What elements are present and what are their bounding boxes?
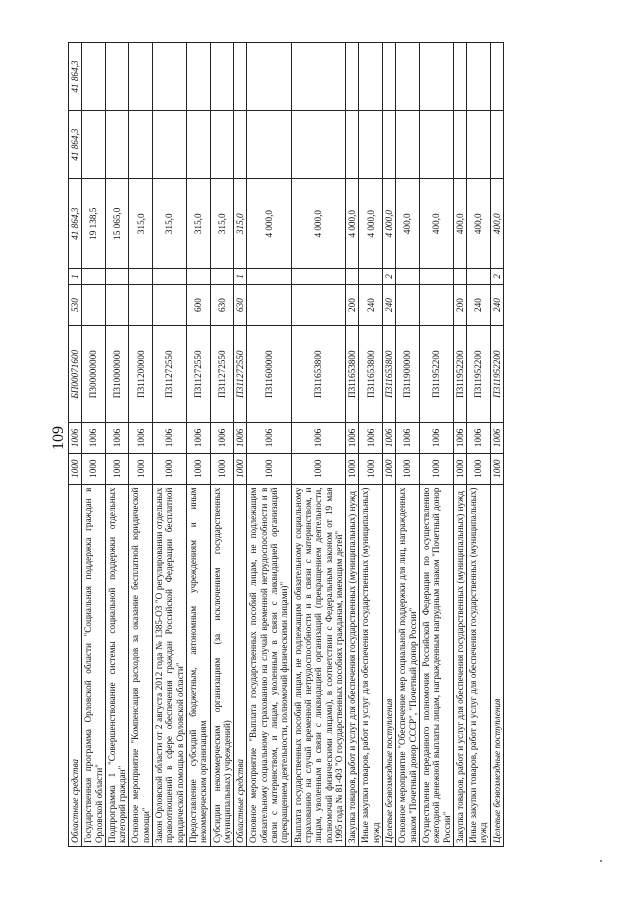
source-code-cell bbox=[105, 269, 129, 284]
row-name-cell: Государственная программа Орловской области "Социальная поддержка граждан в Орловской области" bbox=[82, 484, 106, 846]
amount-year1-cell: 400,0 bbox=[419, 179, 453, 269]
table-row bbox=[153, 43, 187, 847]
amount-year1-cell: 4 000,0 bbox=[291, 179, 345, 269]
expense-type-cell bbox=[105, 284, 129, 326]
subsection-code-cell: 1006 bbox=[105, 423, 129, 454]
row-name-cell: Подпрограмма 1 "Совершенствование системы социальной поддержки отдельных категорий граждан" bbox=[105, 484, 129, 846]
row-name-cell: Основное мероприятие "Обеспечение мер социальной поддержки для лиц, награжденных знаком "Почетный донор СССР", "Почетный донор России" bbox=[396, 484, 420, 846]
table-row bbox=[346, 43, 359, 847]
amount-year1-cell: 19 138,5 bbox=[82, 179, 106, 269]
table-row bbox=[383, 43, 396, 847]
amount-year1-cell: 4 000,0 bbox=[359, 179, 383, 269]
amount-year2-cell bbox=[467, 111, 491, 179]
target-article-cell: П311653800 bbox=[291, 326, 345, 423]
row-name-cell: Иные закупки товаров, работ и услуг для обеспечения государственных (муниципальных) нужд bbox=[467, 484, 491, 846]
row-name-cell: Основное мероприятие "Компенсация расходов за оказание бесплатной юридической помощи" bbox=[129, 484, 153, 846]
amount-year3-cell bbox=[105, 43, 129, 111]
amount-year2-cell bbox=[210, 111, 234, 179]
amount-year3-cell bbox=[467, 43, 491, 111]
source-code-cell bbox=[453, 269, 466, 284]
row-name-cell: Предоставление субсидий бюджетным, автономным учреждениям и иным некоммерческим организациям bbox=[186, 484, 210, 846]
expense-type-cell bbox=[82, 284, 106, 326]
amount-year2-cell bbox=[105, 111, 129, 179]
amount-year3-cell bbox=[186, 43, 210, 111]
amount-year2-cell: 41 864,3 bbox=[69, 111, 82, 179]
source-code-cell: 1 bbox=[69, 269, 82, 284]
expense-type-cell bbox=[291, 284, 345, 326]
table-row bbox=[419, 43, 453, 847]
expense-type-cell bbox=[419, 284, 453, 326]
amount-year3-cell bbox=[129, 43, 153, 111]
amount-year1-cell: 400,0 bbox=[490, 179, 503, 269]
row-name-cell: Закупка товаров, работ и услуг для обеспечения государственных (муниципальных) нужд bbox=[346, 484, 359, 846]
section-code-cell: 1000 bbox=[346, 453, 359, 484]
subsection-code-cell: 1006 bbox=[396, 423, 420, 454]
amount-year1-cell: 4 000,0 bbox=[247, 179, 291, 269]
target-article-cell: П311900000 bbox=[396, 326, 420, 423]
expense-type-cell bbox=[396, 284, 420, 326]
expense-type-cell bbox=[153, 284, 187, 326]
amount-year1-cell: 315,0 bbox=[153, 179, 187, 269]
amount-year2-cell bbox=[453, 111, 466, 179]
amount-year3-cell bbox=[234, 43, 247, 111]
section-code-cell: 1000 bbox=[210, 453, 234, 484]
amount-year3-cell: 41 864,3 bbox=[69, 43, 82, 111]
amount-year2-cell bbox=[359, 111, 383, 179]
amount-year1-cell: 315,0 bbox=[129, 179, 153, 269]
expense-type-cell: 630 bbox=[210, 284, 234, 326]
amount-year3-cell bbox=[153, 43, 187, 111]
amount-year2-cell bbox=[291, 111, 345, 179]
row-name-cell: Областные средства bbox=[234, 484, 247, 846]
table-row bbox=[82, 43, 106, 847]
amount-year2-cell bbox=[419, 111, 453, 179]
row-name-cell: Закупка товаров, работ и услуг для обеспечения государственных (муниципальных) нужд bbox=[453, 484, 466, 846]
row-name-cell: Основное мероприятие "Выплата государственных пособий лицам, не подлежащим обязательному социальному страхованию на случай временной нетрудоспособности и в связи с материнством, и лицам, уволенным в связи с ликвидацией организаций (прекращением деятельности, полномочий физическими лицами)" bbox=[247, 484, 291, 846]
subsection-code-cell: 1006 bbox=[129, 423, 153, 454]
amount-year2-cell bbox=[247, 111, 291, 179]
target-article-cell: П311653800 bbox=[346, 326, 359, 423]
source-code-cell bbox=[247, 269, 291, 284]
source-code-cell bbox=[291, 269, 345, 284]
amount-year1-cell: 41 864,3 bbox=[69, 179, 82, 269]
section-code-cell: 1000 bbox=[490, 453, 503, 484]
table-row bbox=[247, 43, 291, 847]
subsection-code-cell: 1006 bbox=[82, 423, 106, 454]
subsection-code-cell: 1006 bbox=[383, 423, 396, 454]
expense-type-cell: 240 bbox=[359, 284, 383, 326]
section-code-cell: 1000 bbox=[153, 453, 187, 484]
subsection-code-cell: 1006 bbox=[419, 423, 453, 454]
subsection-code-cell: 1006 bbox=[153, 423, 187, 454]
source-code-cell bbox=[467, 269, 491, 284]
expense-type-cell: 200 bbox=[453, 284, 466, 326]
amount-year3-cell bbox=[396, 43, 420, 111]
amount-year2-cell bbox=[383, 111, 396, 179]
row-name-cell: Осуществление переданного полномочия Российской Федерации по осуществлению ежегодной денежной выплаты лицам, награжденным нагрудным знаком "Почетный донор России" bbox=[419, 484, 453, 846]
amount-year3-cell bbox=[346, 43, 359, 111]
page-number: 109 bbox=[50, 426, 67, 450]
expense-type-cell bbox=[247, 284, 291, 326]
section-code-cell: 1000 bbox=[359, 453, 383, 484]
target-article-cell: П311600000 bbox=[247, 326, 291, 423]
source-code-cell bbox=[129, 269, 153, 284]
table-row bbox=[234, 43, 247, 847]
section-code-cell: 1000 bbox=[419, 453, 453, 484]
expense-type-cell: 200 bbox=[346, 284, 359, 326]
amount-year1-cell: 315,0 bbox=[210, 179, 234, 269]
target-article-cell: П311272550 bbox=[234, 326, 247, 423]
target-article-cell: П310000000 bbox=[105, 326, 129, 423]
amount-year1-cell: 15 065,0 bbox=[105, 179, 129, 269]
amount-year3-cell bbox=[419, 43, 453, 111]
table-row bbox=[453, 43, 466, 847]
table-row bbox=[210, 43, 234, 847]
amount-year1-cell: 4 000,0 bbox=[383, 179, 396, 269]
subsection-code-cell: 1006 bbox=[346, 423, 359, 454]
source-code-cell: 1 bbox=[234, 269, 247, 284]
amount-year3-cell bbox=[210, 43, 234, 111]
source-code-cell bbox=[210, 269, 234, 284]
expense-type-cell: 240 bbox=[490, 284, 503, 326]
table-row bbox=[291, 43, 345, 847]
amount-year3-cell bbox=[490, 43, 503, 111]
amount-year2-cell bbox=[129, 111, 153, 179]
amount-year2-cell bbox=[346, 111, 359, 179]
section-code-cell: 1000 bbox=[69, 453, 82, 484]
table-row bbox=[359, 43, 383, 847]
row-name-cell: Выплата государственных пособий лицам, не подлежащим обязательному социальному страхованию на случай временной нетрудоспособности и в связи с материнством, и лицам, уволенным в связи с ликвидацией организаций (прекращением деятельности, полномочий физическими лицами), в соответствии с Федеральным законом от 19 мая 1995 года № 81-ФЗ "О государственных пособиях гражданам, имеющим детей" bbox=[291, 484, 345, 846]
expense-type-cell: 630 bbox=[234, 284, 247, 326]
subsection-code-cell: 1006 bbox=[467, 423, 491, 454]
table-row bbox=[186, 43, 210, 847]
target-article-cell: П311272550 bbox=[210, 326, 234, 423]
table-row bbox=[105, 43, 129, 847]
amount-year3-cell bbox=[82, 43, 106, 111]
amount-year3-cell bbox=[247, 43, 291, 111]
row-name-cell: Областные средства bbox=[69, 484, 82, 846]
expense-type-cell bbox=[129, 284, 153, 326]
subsection-code-cell: 1006 bbox=[186, 423, 210, 454]
amount-year2-cell bbox=[82, 111, 106, 179]
table-body bbox=[69, 43, 504, 847]
amount-year3-cell bbox=[359, 43, 383, 111]
source-code-cell bbox=[419, 269, 453, 284]
table-row bbox=[396, 43, 420, 847]
target-article-cell: П311653800 bbox=[359, 326, 383, 423]
scan-artifact bbox=[600, 860, 602, 862]
table-row bbox=[490, 43, 503, 847]
table-row bbox=[69, 43, 82, 847]
expense-type-cell: 530 bbox=[69, 284, 82, 326]
row-name-cell: Целевые безвозмездные поступления bbox=[383, 484, 396, 846]
section-code-cell: 1000 bbox=[129, 453, 153, 484]
source-code-cell bbox=[153, 269, 187, 284]
amount-year1-cell: 315,0 bbox=[186, 179, 210, 269]
amount-year2-cell bbox=[396, 111, 420, 179]
subsection-code-cell: 1006 bbox=[359, 423, 383, 454]
section-code-cell: 1000 bbox=[383, 453, 396, 484]
source-code-cell bbox=[346, 269, 359, 284]
section-code-cell: 1000 bbox=[234, 453, 247, 484]
target-article-cell: П311952200 bbox=[490, 326, 503, 423]
section-code-cell: 1000 bbox=[82, 453, 106, 484]
expense-type-cell: 240 bbox=[383, 284, 396, 326]
amount-year3-cell bbox=[453, 43, 466, 111]
target-article-cell: П311952200 bbox=[467, 326, 491, 423]
row-name-cell: Иные закупки товаров, работ и услуг для обеспечения государственных (муниципальных) нужд bbox=[359, 484, 383, 846]
target-article-cell: БП00071600 bbox=[69, 326, 82, 423]
section-code-cell: 1000 bbox=[186, 453, 210, 484]
subsection-code-cell: 1006 bbox=[210, 423, 234, 454]
section-code-cell: 1000 bbox=[453, 453, 466, 484]
source-code-cell: 2 bbox=[490, 269, 503, 284]
amount-year1-cell: 400,0 bbox=[467, 179, 491, 269]
subsection-code-cell: 1006 bbox=[234, 423, 247, 454]
budget-table-rotated bbox=[68, 42, 568, 847]
subsection-code-cell: 1006 bbox=[453, 423, 466, 454]
section-code-cell: 1000 bbox=[396, 453, 420, 484]
source-code-cell: 2 bbox=[383, 269, 396, 284]
row-name-cell: Субсидии некоммерческим организациям (за исключением государственных (муниципальных) учреждений) bbox=[210, 484, 234, 846]
source-code-cell bbox=[186, 269, 210, 284]
subsection-code-cell: 1006 bbox=[247, 423, 291, 454]
source-code-cell bbox=[359, 269, 383, 284]
row-name-cell: Целевые безвозмездные поступления bbox=[490, 484, 503, 846]
target-article-cell: П311200000 bbox=[129, 326, 153, 423]
amount-year2-cell bbox=[490, 111, 503, 179]
amount-year1-cell: 400,0 bbox=[396, 179, 420, 269]
target-article-cell: П311952200 bbox=[419, 326, 453, 423]
amount-year1-cell: 4 000,0 bbox=[346, 179, 359, 269]
amount-year3-cell bbox=[291, 43, 345, 111]
target-article-cell: П311952200 bbox=[453, 326, 466, 423]
subsection-code-cell: 1006 bbox=[69, 423, 82, 454]
amount-year1-cell: 400,0 bbox=[453, 179, 466, 269]
target-article-cell: П300000000 bbox=[82, 326, 106, 423]
amount-year2-cell bbox=[153, 111, 187, 179]
budget-table-container bbox=[68, 42, 640, 843]
row-name-cell: Закон Орловской области от 2 августа 2012 года № 1385-ОЗ "О регулировании отдельных правоотношений в сфере обеспечения граждан Российской Федерации бесплатной юридической помощью в Орловской области" bbox=[153, 484, 187, 846]
target-article-cell: П311272550 bbox=[186, 326, 210, 423]
expense-type-cell: 240 bbox=[467, 284, 491, 326]
budget-table bbox=[68, 42, 504, 847]
source-code-cell bbox=[396, 269, 420, 284]
subsection-code-cell: 1006 bbox=[291, 423, 345, 454]
amount-year2-cell bbox=[186, 111, 210, 179]
amount-year1-cell: 315,0 bbox=[234, 179, 247, 269]
amount-year2-cell bbox=[234, 111, 247, 179]
target-article-cell: П311653800 bbox=[383, 326, 396, 423]
source-code-cell bbox=[82, 269, 106, 284]
table-row bbox=[129, 43, 153, 847]
target-article-cell: П311272550 bbox=[153, 326, 187, 423]
table-row bbox=[467, 43, 491, 847]
section-code-cell: 1000 bbox=[247, 453, 291, 484]
section-code-cell: 1000 bbox=[467, 453, 491, 484]
amount-year3-cell bbox=[383, 43, 396, 111]
subsection-code-cell: 1006 bbox=[490, 423, 503, 454]
section-code-cell: 1000 bbox=[291, 453, 345, 484]
expense-type-cell: 600 bbox=[186, 284, 210, 326]
section-code-cell: 1000 bbox=[105, 453, 129, 484]
